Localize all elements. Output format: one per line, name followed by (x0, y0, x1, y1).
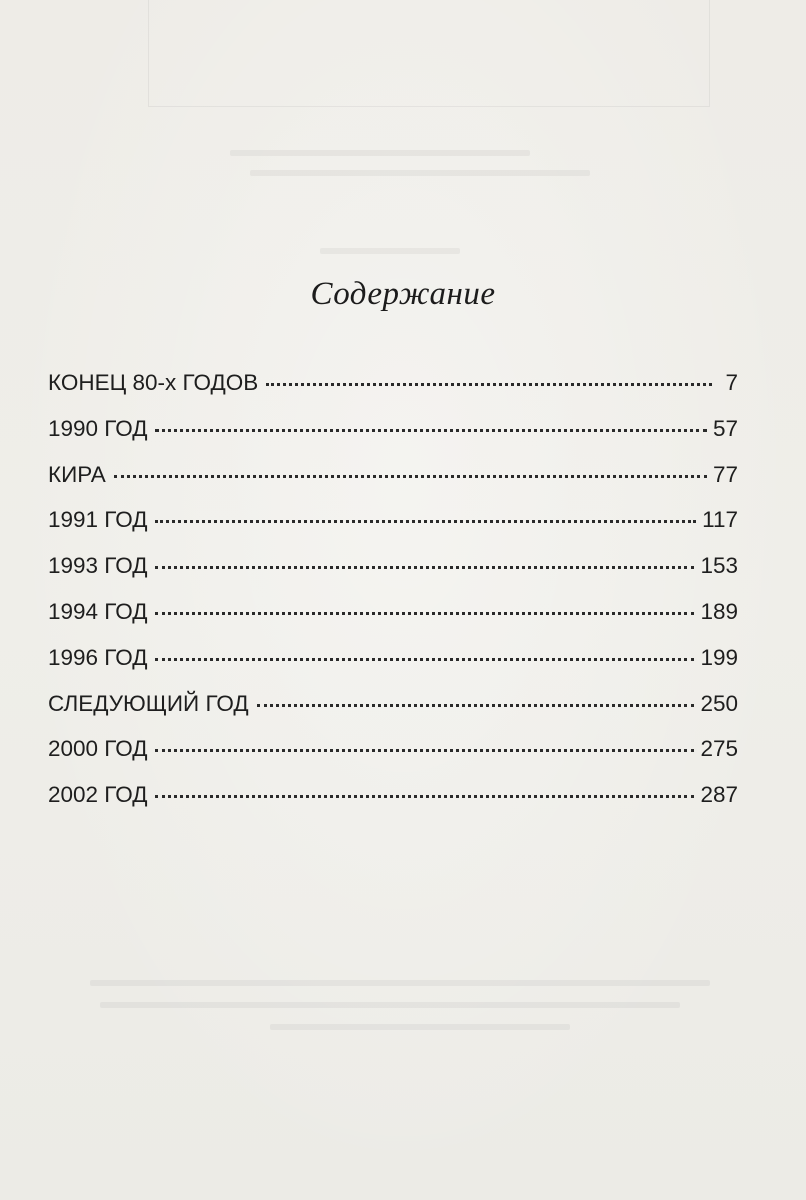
dot-leader (155, 565, 694, 569)
show-through-line (100, 1002, 680, 1008)
toc-entry (48, 462, 738, 508)
toc-entry (48, 416, 738, 462)
toc-entry (48, 736, 738, 782)
dot-leader (155, 748, 694, 752)
show-through-box (148, 0, 710, 107)
toc-entry-page: 57 (712, 415, 738, 441)
toc-entry-title: 1996 ГОД (48, 644, 148, 670)
toc-entry (48, 645, 738, 691)
show-through-line (250, 170, 590, 176)
toc-entry (48, 507, 738, 553)
toc-entry-title: 1990 ГОД (48, 415, 148, 441)
toc-entry-page: 77 (712, 461, 738, 487)
toc-entry-page: 153 (700, 553, 738, 579)
toc-entry-title: КИРА (48, 461, 106, 487)
toc-entry-page: 250 (700, 690, 738, 716)
toc-entry (48, 691, 738, 737)
toc-entry-page: 287 (700, 782, 738, 808)
show-through-line (320, 248, 460, 254)
toc-entry-title: 1991 ГОД (48, 507, 148, 533)
page-title: Содержание (310, 276, 496, 312)
dot-leader (257, 703, 695, 707)
toc-entry-title: СЛЕДУЮЩИЙ ГОД (48, 690, 249, 716)
toc-entry-title: КОНЕЦ 80-х ГОДОВ (48, 370, 259, 395)
toc-entry-title: 2002 ГОД (48, 782, 148, 808)
toc-entry (48, 370, 738, 416)
toc-entry (48, 553, 738, 599)
dot-leader (155, 657, 694, 661)
table-of-contents (48, 370, 738, 828)
dot-leader (114, 474, 707, 478)
dot-leader (155, 794, 694, 798)
show-through-line (270, 1024, 570, 1030)
toc-entry-title: 1994 ГОД (48, 598, 148, 624)
toc-entry-page: 199 (700, 644, 738, 670)
dot-leader (155, 519, 696, 523)
dot-leader (155, 611, 694, 615)
toc-entry-title: 2000 ГОД (48, 736, 148, 762)
toc-entry (48, 782, 738, 828)
toc-entry-page: 189 (700, 598, 738, 624)
toc-entry-page: 117 (702, 507, 738, 533)
toc-entry (48, 599, 738, 645)
dot-leader (266, 382, 712, 386)
toc-entry-page: 275 (700, 736, 738, 762)
dot-leader (155, 428, 706, 432)
toc-entry-title: 1993 ГОД (48, 553, 148, 579)
show-through-line (90, 980, 710, 986)
show-through-line (230, 150, 530, 156)
toc-entry-page: 7 (725, 370, 738, 395)
